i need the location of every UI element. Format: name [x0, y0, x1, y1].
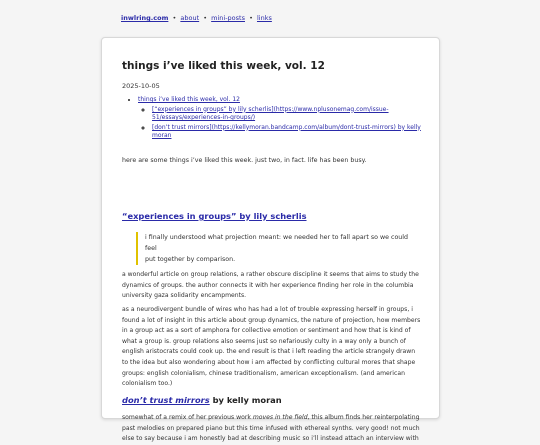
nav-separator: •: [249, 14, 253, 22]
paragraph-text: somewhat of a remix of her previous work: [122, 414, 253, 421]
section-heading-dont-trust-mirrors: [122, 395, 282, 405]
post-date: 2025-10-05: [122, 82, 160, 90]
quote-line: i finally understood what projection meant: we needed her to fall apart so we could feel: [145, 234, 409, 252]
toc-item: [152, 124, 422, 141]
section-heading-experiences-in-groups: [122, 211, 307, 221]
paragraph: as a neurodivergent bundle of wires who has had a lot of trouble expressing herself in groups, i found a lot of insight in this article about group dynamics, the nature of projection, how members in a group act as a sort of amphora for collective emotion or sentiment and how that is kind of what a group is. group relations also seems just so nefariously culty in a way only a bunch of english aristocrats could cook up. the end result is that i left reading the article strangely drawn to the idea but also wondering about how i am affected by conflicting cultural mores that shape groups: english colonialism, chinese traditionalism, american exceptionalism. (and american colonialism too.): [122, 306, 421, 388]
paragraph: a wonderful article on group relations, a rather obscure discipline it seems that aims to study the dynamics of groups. the author connects it with her experience finding her role in the columbia university gaza solidarity encampments.: [122, 271, 419, 300]
section-heading-rest: by kelly moran: [209, 395, 282, 405]
table-of-contents: [122, 96, 422, 142]
toc-link-dont-trust-mirrors[interactable]: [don’t trust mirrors](https://kellymoran.bandcamp.com/album/dont-trust-mirrors) by kelly moran: [152, 123, 421, 139]
section-heading-link[interactable]: “experiences in groups” by lily scherlis: [122, 211, 307, 221]
section-heading-link-text: don’t trust mirrors: [122, 395, 210, 405]
paragraph-emphasis: moves in the field: [252, 414, 308, 421]
nav-link-links[interactable]: links: [256, 14, 272, 22]
nav-separator: •: [203, 14, 208, 22]
toc-item: [152, 106, 422, 123]
toc-link-experiences-in-groups[interactable]: [“experiences in groups” by lily scherlis](https://www.nplusonemag.com/issue-51/essays/experiences-in-groups/): [152, 105, 389, 121]
paragraph-text: , this album finds her reinterpolating past melodies on prepared piano but this time infused with ethereal synths. very good! not much else to say because i am honestly bad at describing music so i’ll instead attach an interview with: [122, 414, 420, 443]
paragraph: [122, 413, 422, 445]
blockquote: [136, 232, 415, 265]
top-nav: [121, 14, 272, 22]
post-card: [101, 37, 440, 443]
nav-link-mini-posts[interactable]: mini-posts: [211, 14, 245, 22]
toc-item: [138, 96, 422, 141]
site-home-link[interactable]: inwlring.com: [121, 14, 169, 22]
quote-line: put together by comparison.: [145, 256, 236, 263]
intro-paragraph: here are some things i’ve liked this week. just two, in fact. life has been busy.: [122, 157, 367, 164]
nav-separator: •: [172, 14, 177, 22]
post-title: things i’ve liked this week, vol. 12: [122, 60, 325, 72]
toc-link-top[interactable]: things i’ve liked this week, vol. 12: [138, 96, 240, 103]
nav-link-about[interactable]: about: [180, 14, 200, 22]
section-heading-link[interactable]: [122, 395, 210, 405]
